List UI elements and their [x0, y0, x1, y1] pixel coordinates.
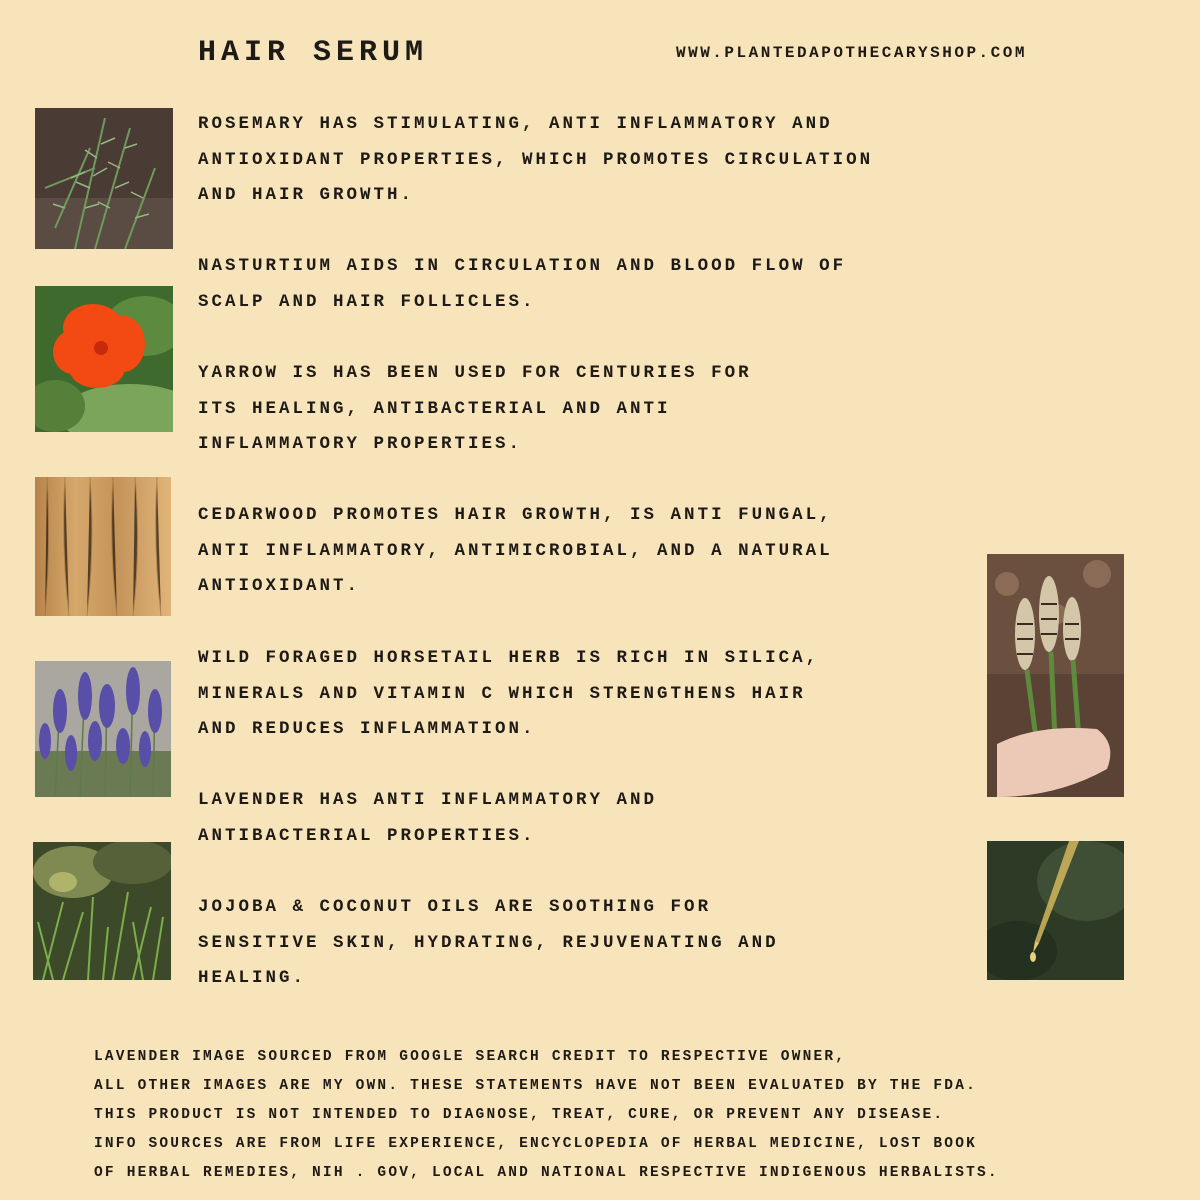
website-url: WWW.PLANTEDAPOTHECARYSHOP.COM: [676, 44, 1027, 62]
lavender-text: LAVENDER HAS ANTI INFLAMMATORY AND ANTIBACTERIAL PROPERTIES.: [198, 790, 658, 846]
nasturtium-photo: [35, 286, 173, 432]
page-title: HAIR SERUM: [198, 36, 429, 70]
lavender-photo: [35, 661, 171, 797]
yarrow-moss-photo: [33, 842, 171, 980]
nasturtium-text: NASTURTIUM AIDS IN CIRCULATION AND BLOOD FLOW OF SCALP AND HAIR FOLLICLES.: [198, 256, 847, 312]
cedarwood-text: CEDARWOOD PROMOTES HAIR GROWTH, IS ANTI FUNGAL, ANTI INFLAMMATORY, ANTIMICROBIAL, AND A NATURAL ANTIOXIDANT.: [198, 505, 833, 596]
dropper-photo: [987, 841, 1124, 980]
disclaimer-footer: LAVENDER IMAGE SOURCED FROM GOOGLE SEARCH CREDIT TO RESPECTIVE OWNER, ALL OTHER IMAGES ARE MY OWN. THESE STATEMENTS HAVE NOT BEEN EVALUATED BY THE FDA. THIS PRODUCT IS NOT INTENDED TO DIAGNOSE, TREAT, CURE, OR PREVENT ANY DISEASE. INFO SOURCES ARE FROM LIFE EXPERIENCE, ENCYCLOPEDIA OF HERBAL MEDICINE, LOST BOOK OF HERBAL REMEDIES, NIH . GOV, LOCAL AND NATIONAL RESPECTIVE INDIGENOUS HERBALISTS.: [94, 1049, 999, 1181]
yarrow-text: YARROW IS HAS BEEN USED FOR CENTURIES FOR ITS HEALING, ANTIBACTERIAL AND ANTI INFLAMMATORY PROPERTIES.: [198, 363, 752, 454]
rosemary-photo: [35, 108, 173, 249]
cedarwood-photo: [35, 477, 171, 616]
horsetail-photo: [987, 554, 1124, 797]
jojoba-coconut-text: JOJOBA & COCONUT OILS ARE SOOTHING FOR SENSITIVE SKIN, HYDRATING, REJUVENATING AND HEALING.: [198, 897, 779, 988]
horsetail-text: WILD FORAGED HORSETAIL HERB IS RICH IN SILICA, MINERALS AND VITAMIN C WHICH STRENGTHENS HAIR AND REDUCES INFLAMMATION.: [198, 648, 820, 739]
rosemary-text: ROSEMARY HAS STIMULATING, ANTI INFLAMMATORY AND ANTIOXIDANT PROPERTIES, WHICH PROMOTES CIRCULATION AND HAIR GROWTH.: [198, 114, 874, 205]
